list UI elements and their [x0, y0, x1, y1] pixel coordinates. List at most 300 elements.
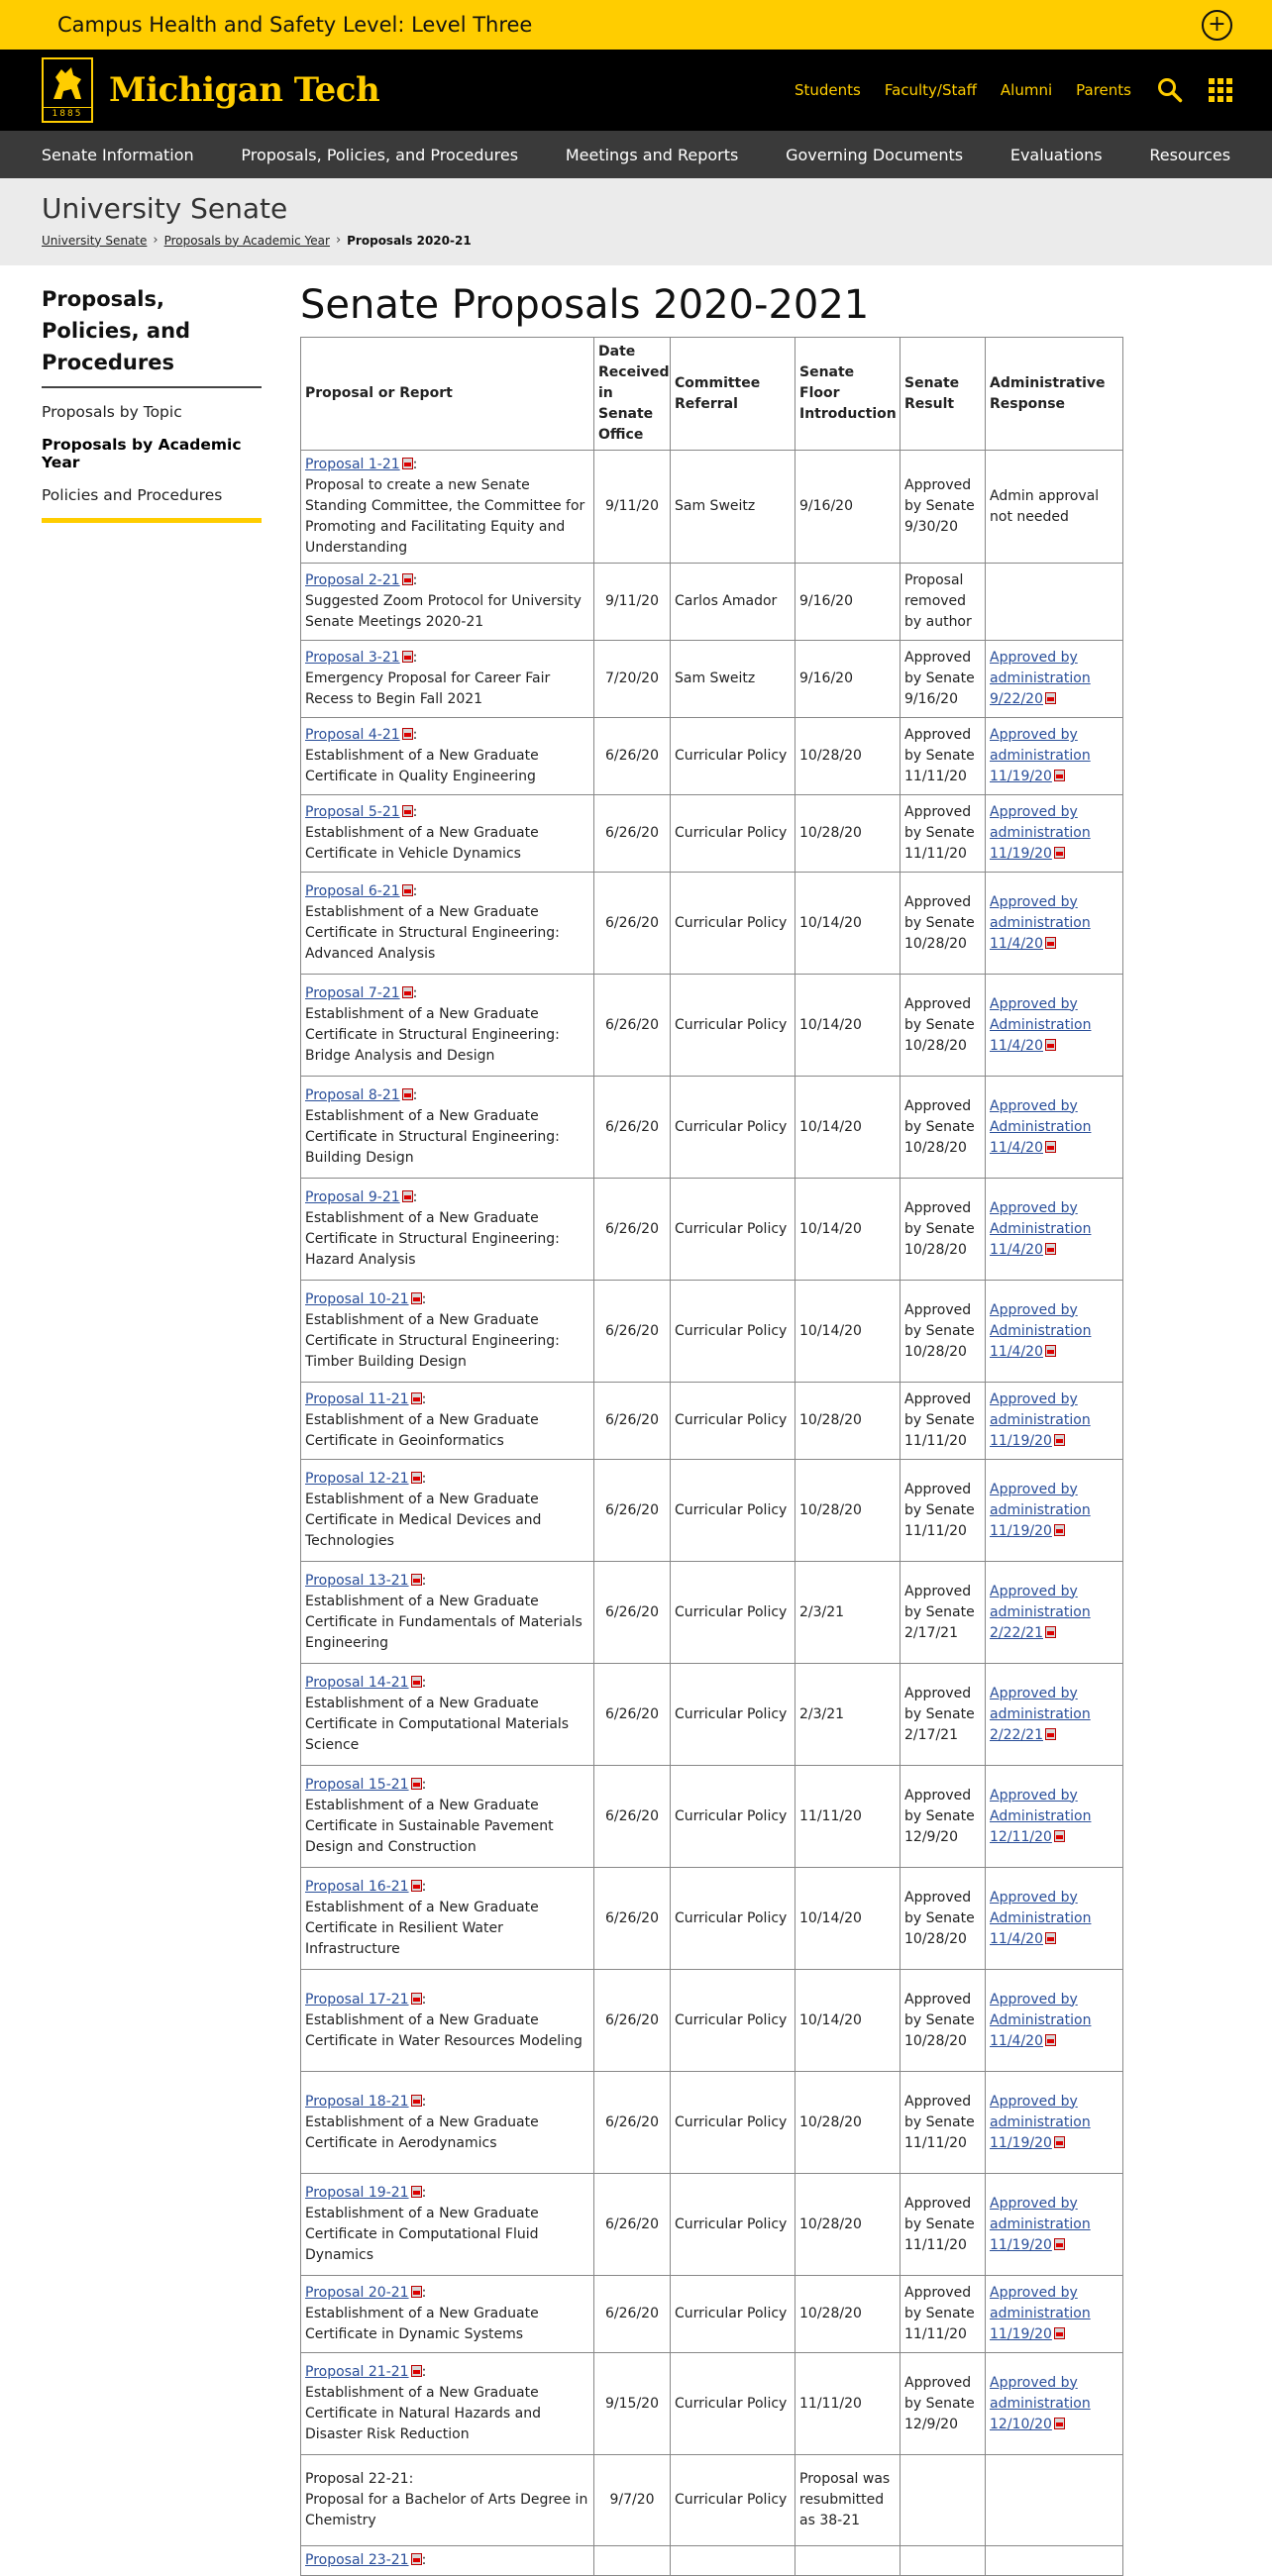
admin-response-link[interactable]: Approved by Administration 11/4/20 [990, 1097, 1092, 1156]
senate-result-cell: Approved by Senate 12/9/20 [901, 2353, 986, 2455]
date-received-cell: 6/26/20 [594, 1970, 671, 2072]
admin-response-link[interactable]: Approved by Administration 11/4/20 [990, 1301, 1092, 1360]
proposal-cell [301, 795, 594, 873]
separator-colon: : [421, 1675, 427, 1691]
senate-result-cell [901, 2546, 986, 2576]
proposal-link[interactable]: Proposal 21-21 [305, 2364, 409, 2380]
separator-colon: : [421, 2285, 427, 2301]
chevron-right-icon: › [153, 233, 159, 248]
proposal-cell [301, 1562, 594, 1664]
proposal-description: Establishment of a New Graduate Certificate in Quality Engineering [305, 748, 539, 784]
date-received-cell: 9/11/20 [594, 564, 671, 641]
proposals-table [300, 337, 1123, 2576]
pdf-icon [411, 2365, 422, 2377]
committee-referral-cell: Curricular Policy [671, 1383, 795, 1460]
sidebar-item-proposals-by-year[interactable]: Proposals by Academic Year [42, 436, 242, 471]
floor-introduction-cell: 10/14/20 [795, 873, 901, 975]
admin-response-link[interactable]: Approved by administration 2/22/21 [990, 1685, 1091, 1743]
admin-response-cell [986, 641, 1123, 718]
link-faculty-staff[interactable]: Faculty/Staff [884, 81, 977, 99]
table-row [301, 2276, 1123, 2353]
committee-referral-cell: Curricular Policy [671, 2455, 795, 2546]
proposal-description: Establishment of a New Graduate Certificate in Vehicle Dynamics [305, 825, 539, 862]
table-row [301, 1077, 1123, 1179]
nav-governing-documents[interactable]: Governing Documents [786, 145, 964, 164]
table-row [301, 975, 1123, 1077]
separator-colon: : [412, 1087, 418, 1103]
floor-introduction-cell: 10/14/20 [795, 975, 901, 1077]
table-row [301, 2174, 1123, 2276]
admin-response-cell [986, 1460, 1123, 1562]
floor-introduction-cell: 10/14/20 [795, 1970, 901, 2072]
breadcrumb [42, 233, 1230, 248]
pdf-icon [411, 2553, 422, 2565]
separator-colon: : [421, 2364, 427, 2380]
proposal-link[interactable]: Proposal 16-21 [305, 1879, 409, 1895]
pdf-icon [1045, 1345, 1056, 1357]
proposal-link[interactable]: Proposal 11-21 [305, 1391, 409, 1407]
nav-evaluations[interactable]: Evaluations [1009, 145, 1103, 164]
pdf-icon [402, 1190, 413, 1202]
nav-proposals-policies[interactable]: Proposals, Policies, and Procedures [241, 145, 519, 164]
sidebar-item-policies-procedures[interactable]: Policies and Procedures [42, 486, 223, 504]
table-row [301, 873, 1123, 975]
separator-colon: : [412, 572, 418, 588]
proposal-description: Establishment of a New Graduate Certificate in Aerodynamics [305, 2113, 539, 2151]
date-received-cell: 6/26/20 [594, 2174, 671, 2276]
senate-result-cell: Approved by Senate 10/28/20 [901, 975, 986, 1077]
floor-introduction-cell: 2/3/21 [795, 1562, 901, 1664]
admin-response-cell [986, 718, 1123, 795]
pdf-icon [1045, 1728, 1056, 1740]
pdf-icon [1045, 2034, 1056, 2046]
pdf-icon [1054, 2327, 1065, 2339]
proposal-cell [301, 2546, 594, 2576]
proposal-description: Establishment of a New Graduate Certificate in Water Resources Modeling [305, 2011, 583, 2049]
committee-referral-cell: Sam Sweitz [671, 641, 795, 718]
admin-response-link[interactable]: Approved by administration 9/22/20 [990, 650, 1091, 707]
separator-colon: : [421, 1391, 427, 1407]
floor-introduction-cell: 10/14/20 [795, 1077, 901, 1179]
committee-referral-cell: Curricular Policy [671, 2276, 795, 2353]
table-row [301, 2072, 1123, 2174]
separator-colon: : [421, 2552, 427, 2568]
table-row [301, 2353, 1123, 2455]
admin-response-cell [986, 1868, 1123, 1970]
proposal-link[interactable]: Proposal 7-21 [305, 985, 400, 1001]
nav-meetings-reports[interactable]: Meetings and Reports [565, 145, 739, 164]
proposal-cell [301, 1766, 594, 1868]
floor-introduction-cell: 9/16/20 [795, 641, 901, 718]
committee-referral-cell: Curricular Policy [671, 1460, 795, 1562]
proposal-link[interactable]: Proposal 6-21 [305, 883, 400, 899]
committee-referral-cell: Curricular Policy [671, 1562, 795, 1664]
admin-response-cell [986, 795, 1123, 873]
floor-introduction-cell: 9/16/20 [795, 451, 901, 564]
proposal-link[interactable]: Proposal 17-21 [305, 1991, 409, 2008]
separator-colon: : [408, 2471, 414, 2487]
expand-alert-icon[interactable]: + [1202, 10, 1232, 41]
brand-name[interactable]: Michigan Tech [109, 70, 380, 110]
pdf-icon [1045, 937, 1056, 949]
separator-colon: : [421, 1879, 427, 1895]
date-received-cell: 9/15/20 [594, 2353, 671, 2455]
admin-response-cell [986, 873, 1123, 975]
date-received-cell: 6/26/20 [594, 2276, 671, 2353]
page-title: Senate Proposals 2020-2021 [300, 282, 870, 328]
table-row [301, 641, 1123, 718]
admin-response-cell [986, 975, 1123, 1077]
proposal-cell [301, 2072, 594, 2174]
pdf-icon [402, 1088, 413, 1100]
pdf-icon [411, 2286, 422, 2298]
proposal-description: Establishment of a New Graduate Certificate in Resilient Water Infrastructure [305, 1900, 539, 1957]
proposal-link[interactable]: Proposal 19-21 [305, 2185, 409, 2201]
alert-text: Campus Health and Safety Level: Level Three [57, 13, 533, 37]
proposal-cell [301, 2174, 594, 2276]
admin-response-link[interactable]: Approved by Administration 11/4/20 [990, 1199, 1092, 1258]
table-row [301, 1179, 1123, 1281]
proposal-description: Establishment of a New Graduate Certificate in Dynamic Systems [305, 2306, 539, 2342]
table-row [301, 451, 1123, 564]
admin-response-link[interactable]: Approved by administration 11/19/20 [990, 2195, 1091, 2253]
admin-response-cell [986, 564, 1123, 641]
senate-result-cell: Approved by Senate 10/28/20 [901, 1077, 986, 1179]
floor-introduction-cell: 10/28/20 [795, 795, 901, 873]
committee-referral-cell: Curricular Policy [671, 2072, 795, 2174]
pdf-icon [1054, 2238, 1065, 2250]
admin-response-link[interactable]: Approved by administration 11/19/20 [990, 2285, 1091, 2342]
nav-senate-information[interactable]: Senate Information [41, 145, 194, 164]
sidebar-accent-rule [42, 518, 262, 523]
admin-response-link[interactable]: Approved by administration 11/19/20 [990, 1391, 1091, 1449]
date-received-cell: 6/26/20 [594, 975, 671, 1077]
senate-result-cell: Approved by Senate 2/17/21 [901, 1664, 986, 1766]
proposal-description: Establishment of a New Graduate Certificate in Structural Engineering: Bridge Analysis and Design [305, 1006, 560, 1064]
table-header-row [301, 338, 1123, 451]
admin-response-link[interactable]: Approved by Administration 11/4/20 [990, 995, 1092, 1054]
admin-response-cell [986, 2353, 1123, 2455]
floor-introduction-cell: 10/14/20 [795, 1281, 901, 1383]
date-received-cell: 6/26/20 [594, 1664, 671, 1766]
date-received-cell: 6/26/20 [594, 1766, 671, 1868]
health-alert-bar [0, 0, 1272, 50]
senate-result-cell: Approved by Senate 11/11/20 [901, 2072, 986, 2174]
proposal-cell [301, 2455, 594, 2546]
chevron-right-icon: › [335, 233, 342, 248]
pdf-icon [1054, 2418, 1065, 2429]
proposal-link[interactable]: Proposal 15-21 [305, 1777, 409, 1793]
separator-colon: : [412, 457, 418, 472]
pdf-icon [411, 1676, 422, 1688]
admin-response-cell [986, 1281, 1123, 1383]
admin-response-cell [986, 1664, 1123, 1766]
sidebar-item-proposals-by-topic[interactable]: Proposals by Topic [42, 403, 182, 421]
committee-referral-cell: Sam Sweitz [671, 451, 795, 564]
admin-response-cell [986, 2276, 1123, 2353]
senate-result-cell: Approved by Senate 10/28/20 [901, 873, 986, 975]
committee-referral-cell: Curricular Policy [671, 1970, 795, 2072]
proposal-link: Proposal 22-21 [305, 2471, 409, 2487]
pdf-icon [411, 1392, 422, 1404]
table-row [301, 1766, 1123, 1868]
admin-response-link[interactable]: Approved by Administration 12/11/20 [990, 1787, 1092, 1845]
senate-result-cell: Approved by Senate 11/11/20 [901, 1383, 986, 1460]
committee-referral-cell: Curricular Policy [671, 795, 795, 873]
proposal-cell [301, 2276, 594, 2353]
admin-response-cell [986, 451, 1123, 564]
senate-result-cell: Approved by Senate 9/30/20 [901, 451, 986, 564]
admin-response-cell [986, 2546, 1123, 2576]
pdf-icon [402, 986, 413, 998]
admin-response-link[interactable]: Approved by administration 12/10/20 [990, 2374, 1091, 2432]
committee-referral-cell: Carlos Amador [671, 564, 795, 641]
admin-response-link[interactable]: Approved by Administration 11/4/20 [990, 1889, 1092, 1947]
sidebar-heading[interactable]: Proposals, Policies, and Procedures [42, 283, 262, 388]
proposal-link[interactable]: Proposal 2-21 [305, 572, 400, 588]
admin-response-link[interactable]: Approved by administration 11/19/20 [990, 2093, 1091, 2151]
link-students[interactable]: Students [794, 81, 861, 99]
proposal-description: Establishment of a New Graduate Certificate in Computational Fluid Dynamics [305, 2206, 539, 2263]
separator-colon: : [412, 804, 418, 820]
date-received-cell: 6/26/20 [594, 1383, 671, 1460]
separator-colon: : [412, 883, 418, 899]
admin-response-cell [986, 1179, 1123, 1281]
separator-colon: : [412, 1189, 418, 1205]
date-received-cell [594, 2546, 671, 2576]
floor-introduction-cell [795, 2546, 901, 2576]
nav-resources[interactable]: Resources [1149, 145, 1231, 164]
table-row [301, 1383, 1123, 1460]
proposal-description: Proposal for a Bachelor of Arts Degree in Chemistry [305, 2492, 588, 2528]
separator-colon: : [421, 1573, 427, 1589]
pdf-icon [411, 1574, 422, 1586]
proposal-link[interactable]: Proposal 14-21 [305, 1675, 409, 1691]
proposal-cell [301, 873, 594, 975]
site-title-band [0, 178, 1272, 265]
proposal-description: Emergency Proposal for Career Fair Recess to Begin Fall 2021 [305, 670, 551, 707]
proposal-description: Establishment of a New Graduate Certificate in Structural Engineering: Timber Building Design [305, 1312, 560, 1370]
admin-response-cell [986, 1766, 1123, 1868]
breadcrumb-proposals-by-year[interactable]: Proposals by Academic Year [163, 233, 330, 248]
admin-response-link[interactable]: Approved by Administration 11/4/20 [990, 1991, 1092, 2049]
column-header: Senate Result [901, 338, 986, 451]
proposal-link[interactable]: Proposal 4-21 [305, 727, 400, 743]
proposal-link[interactable]: Proposal 12-21 [305, 1471, 409, 1487]
senate-result-cell: Approved by Senate 11/11/20 [901, 2276, 986, 2353]
admin-response-link[interactable]: Approved by administration 11/19/20 [990, 1481, 1091, 1539]
senate-result-cell: Approved by Senate 11/11/20 [901, 1460, 986, 1562]
date-received-cell: 6/26/20 [594, 873, 671, 975]
pdf-icon [1054, 1524, 1065, 1536]
table-row [301, 564, 1123, 641]
senate-result-cell: Approved by Senate 2/17/21 [901, 1562, 986, 1664]
proposal-description: Proposal to create a new Senate Standing Committee, the Committee for Promoting and Facilitating Equity and Understanding [305, 477, 585, 556]
proposal-description: Suggested Zoom Protocol for University Senate Meetings 2020-21 [305, 593, 582, 630]
senate-result-cell [901, 2455, 986, 2546]
proposal-description: Establishment of a New Graduate Certificate in Natural Hazards and Disaster Risk Reduction [305, 2385, 541, 2442]
committee-referral-cell: Curricular Policy [671, 718, 795, 795]
committee-referral-cell: Curricular Policy [671, 1664, 795, 1766]
proposal-description: Establishment of a New Graduate Certificate in Sustainable Pavement Design and Construction [305, 1798, 554, 1855]
column-header: Committee Referral [671, 338, 795, 451]
table-row [301, 1460, 1123, 1562]
committee-referral-cell: Curricular Policy [671, 1281, 795, 1383]
pdf-icon [411, 2095, 422, 2107]
proposal-link[interactable]: Proposal 20-21 [305, 2285, 409, 2301]
senate-result-cell: Approved by Senate 10/28/20 [901, 1970, 986, 2072]
pdf-icon [411, 1472, 422, 1484]
floor-introduction-cell: 10/28/20 [795, 2072, 901, 2174]
senate-result-cell: Approved by Senate 9/16/20 [901, 641, 986, 718]
admin-response-cell [986, 1562, 1123, 1664]
proposal-link[interactable]: Proposal 18-21 [305, 2093, 409, 2110]
committee-referral-cell: Curricular Policy [671, 1077, 795, 1179]
date-received-cell: 6/26/20 [594, 1868, 671, 1970]
search-icon[interactable] [1157, 77, 1183, 103]
proposal-link[interactable]: Proposal 9-21 [305, 1189, 400, 1205]
proposal-cell [301, 564, 594, 641]
separator-colon: : [421, 2185, 427, 2201]
admin-response-link[interactable]: Approved by administration 11/19/20 [990, 727, 1091, 784]
date-received-cell: 6/26/20 [594, 1562, 671, 1664]
senate-result-cell: Proposal removed by author [901, 564, 986, 641]
pdf-icon [411, 1778, 422, 1790]
floor-introduction-cell: 11/11/20 [795, 2353, 901, 2455]
proposal-cell [301, 1970, 594, 2072]
pdf-icon [1045, 1932, 1056, 1944]
admin-response-cell [986, 1383, 1123, 1460]
floor-introduction-cell: 10/28/20 [795, 1383, 901, 1460]
site-title[interactable]: University Senate [42, 192, 288, 225]
pdf-icon [1054, 847, 1065, 859]
committee-referral-cell: Curricular Policy [671, 1766, 795, 1868]
link-alumni[interactable]: Alumni [1000, 81, 1053, 99]
committee-referral-cell: Curricular Policy [671, 2353, 795, 2455]
committee-referral-cell [671, 2546, 795, 2576]
proposal-description: Establishment of a New Graduate Certificate in Computational Materials Science [305, 1696, 570, 1753]
proposal-description: Establishment of a New Graduate Certificate in Medical Devices and Technologies [305, 1492, 542, 1549]
admin-response-cell [986, 2072, 1123, 2174]
floor-introduction-cell: 10/28/20 [795, 2276, 901, 2353]
pdf-icon [411, 1880, 422, 1892]
brand-header [0, 50, 1272, 131]
table-row [301, 1970, 1123, 2072]
admin-response-cell [986, 2174, 1123, 2276]
pdf-icon [1045, 1626, 1056, 1638]
proposal-link[interactable]: Proposal 13-21 [305, 1573, 409, 1589]
floor-introduction-cell: 10/14/20 [795, 1179, 901, 1281]
proposal-cell [301, 1868, 594, 1970]
senate-result-cell: Approved by Senate 11/11/20 [901, 795, 986, 873]
pdf-icon [1045, 692, 1056, 704]
senate-result-cell: Approved by Senate 12/9/20 [901, 1766, 986, 1868]
column-header: Proposal or Report [301, 338, 594, 451]
separator-colon: : [412, 985, 418, 1001]
senate-result-cell: Approved by Senate 11/11/20 [901, 2174, 986, 2276]
committee-referral-cell: Curricular Policy [671, 975, 795, 1077]
separator-colon: : [421, 2093, 427, 2110]
senate-result-cell: Approved by Senate 10/28/20 [901, 1281, 986, 1383]
link-parents[interactable]: Parents [1076, 81, 1131, 99]
table-row [301, 2546, 1123, 2576]
proposal-cell [301, 975, 594, 1077]
date-received-cell: 9/7/20 [594, 2455, 671, 2546]
pdf-icon [411, 2186, 422, 2198]
senate-result-cell: Approved by Senate 10/28/20 [901, 1179, 986, 1281]
table-body [301, 451, 1123, 2576]
proposal-cell [301, 641, 594, 718]
separator-colon: : [421, 1991, 427, 2008]
proposal-cell [301, 1664, 594, 1766]
column-header: Senate Floor Introduction [795, 338, 901, 451]
section-sidebar [42, 283, 262, 523]
apps-grid-icon[interactable] [1209, 78, 1232, 102]
proposal-link[interactable]: Proposal 5-21 [305, 804, 400, 820]
separator-colon: : [421, 1471, 427, 1487]
admin-response-link[interactable]: Approved by administration 2/22/21 [990, 1583, 1091, 1641]
column-header: Date Received in Senate Office [594, 338, 671, 451]
floor-introduction-cell: 10/28/20 [795, 2174, 901, 2276]
breadcrumb-university-senate[interactable]: University Senate [42, 233, 148, 248]
floor-introduction-cell: 11/11/20 [795, 1766, 901, 1868]
table-row [301, 1281, 1123, 1383]
floor-introduction-cell: Proposal was resubmitted as 38-21 [795, 2455, 901, 2546]
proposal-link[interactable]: Proposal 8-21 [305, 1087, 400, 1103]
pdf-icon [402, 805, 413, 817]
floor-introduction-cell: 10/28/20 [795, 718, 901, 795]
pdf-icon [402, 728, 413, 740]
admin-response-cell [986, 2455, 1123, 2546]
column-header: Administrative Response [986, 338, 1123, 451]
pdf-icon [1054, 2136, 1065, 2148]
proposal-cell [301, 1281, 594, 1383]
pdf-icon [1045, 1141, 1056, 1153]
senate-result-cell: Approved by Senate 11/11/20 [901, 718, 986, 795]
proposal-description: Establishment of a New Graduate Certificate in Geoinformatics [305, 1412, 539, 1449]
proposal-cell [301, 1179, 594, 1281]
admin-response-link[interactable]: Approved by administration 11/4/20 [990, 893, 1091, 952]
table-row [301, 2455, 1123, 2546]
proposal-link[interactable]: Proposal 10-21 [305, 1291, 409, 1307]
separator-colon: : [421, 1291, 427, 1307]
senate-result-cell: Approved by Senate 10/28/20 [901, 1868, 986, 1970]
proposal-description: Establishment of a New Graduate Certificate in Structural Engineering: Hazard Analysis [305, 1210, 560, 1268]
pdf-icon [402, 651, 413, 663]
breadcrumb-current: Proposals 2020-21 [347, 233, 472, 248]
proposal-description: Establishment of a New Graduate Certificate in Fundamentals of Materials Engineering [305, 1594, 583, 1651]
main-nav [0, 131, 1272, 178]
proposal-description: Establishment of a New Graduate Certificate in Structural Engineering: Advanced Analysis [305, 904, 560, 962]
main-content [300, 281, 1134, 2576]
committee-referral-cell: Curricular Policy [671, 873, 795, 975]
date-received-cell: 6/26/20 [594, 1077, 671, 1179]
admin-response-link[interactable]: Approved by administration 11/19/20 [990, 804, 1091, 862]
proposal-description: Establishment of a New Graduate Certificate in Structural Engineering: Building Design [305, 1108, 560, 1166]
proposal-cell [301, 718, 594, 795]
proposal-cell [301, 451, 594, 564]
proposal-link[interactable]: Proposal 23-21 [305, 2552, 409, 2568]
proposal-link[interactable]: Proposal 3-21 [305, 650, 400, 666]
pdf-icon [411, 1292, 422, 1304]
separator-colon: : [412, 727, 418, 743]
proposal-link[interactable]: Proposal 1-21 [305, 457, 400, 472]
husky-logo-icon[interactable] [42, 57, 93, 123]
pdf-icon [1054, 1434, 1065, 1446]
floor-introduction-cell: 2/3/21 [795, 1664, 901, 1766]
table-row [301, 718, 1123, 795]
proposal-cell [301, 1460, 594, 1562]
